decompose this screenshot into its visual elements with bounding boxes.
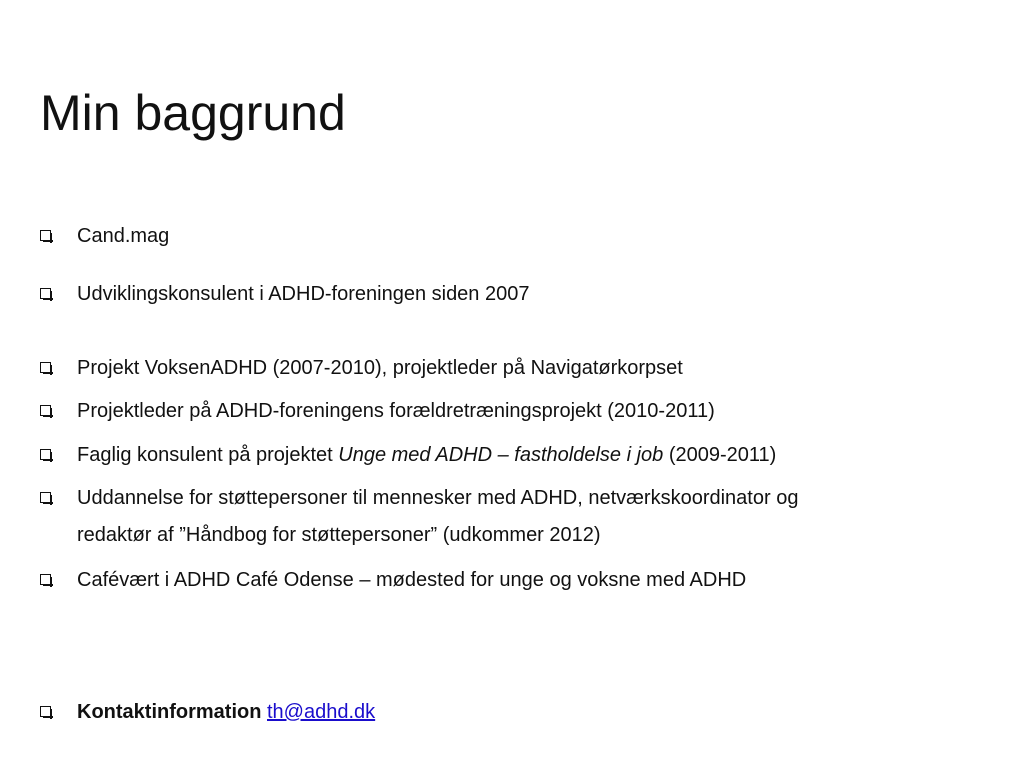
bullet-text: Projekt VoksenADHD (2007-2010), projektleder på Navigatørkorpset bbox=[77, 357, 683, 379]
bullet-item-contact bbox=[40, 694, 1000, 731]
bullet-item-cafe-host bbox=[40, 562, 1000, 599]
slide-title: Min baggrund bbox=[40, 85, 346, 141]
bullet-text: Projektleder på ADHD-foreningens forældretræningsprojekt (2010-2011) bbox=[77, 400, 715, 422]
contact-email-link[interactable]: th@adhd.dk bbox=[267, 701, 376, 723]
bullet-item-parent-training bbox=[40, 393, 1000, 430]
checkbox-bullet-icon bbox=[40, 362, 51, 373]
contact-label: Kontaktinformation bbox=[77, 701, 262, 723]
bullet-text-prefix: Faglig konsulent på projektet bbox=[77, 444, 339, 466]
bullet-item-project-voksenadhd bbox=[40, 350, 1000, 387]
checkbox-bullet-icon bbox=[40, 288, 51, 299]
bullet-text: Cand.mag bbox=[77, 225, 170, 247]
bullet-item-degree bbox=[40, 218, 1000, 255]
bullet-item-consultant bbox=[40, 437, 1000, 474]
bullet-text bbox=[40, 437, 1000, 474]
bullet-text-line-2: redaktør af ”Håndbog for støttepersoner” (udkommer 2012) bbox=[77, 524, 601, 546]
bullet-text: Cafévært i ADHD Café Odense – mødested for unge og voksne med ADHD bbox=[77, 569, 747, 591]
checkbox-bullet-icon bbox=[40, 405, 51, 416]
bullet-text: Udviklingskonsulent i ADHD-foreningen siden 2007 bbox=[77, 283, 530, 305]
contact-line bbox=[40, 694, 1000, 731]
bullet-item-position bbox=[40, 276, 1000, 313]
checkbox-bullet-icon bbox=[40, 492, 51, 503]
project-name-italic: Unge med ADHD – fastholdelse i job bbox=[338, 444, 664, 466]
checkbox-bullet-icon bbox=[40, 574, 51, 585]
checkbox-bullet-icon bbox=[40, 706, 51, 717]
checkbox-bullet-icon bbox=[40, 230, 51, 241]
bullet-item-support-education bbox=[40, 480, 1000, 554]
bullet-text-line-1: Uddannelse for støttepersoner til mennesker med ADHD, netværkskoordinator og bbox=[77, 487, 799, 509]
checkbox-bullet-icon bbox=[40, 449, 51, 460]
bullet-text-suffix: (2009-2011) bbox=[663, 444, 777, 466]
